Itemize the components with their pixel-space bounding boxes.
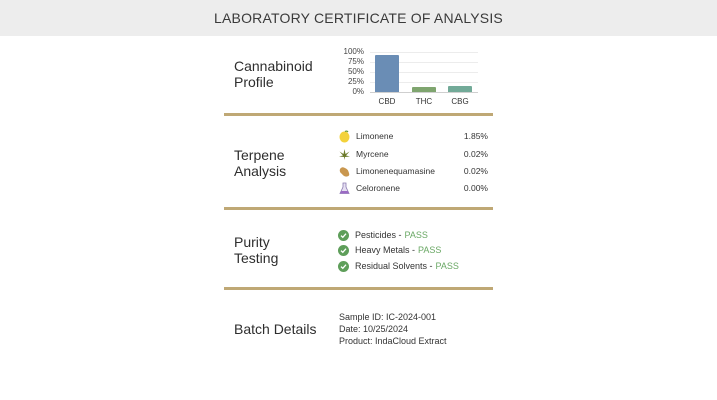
purity-row — [338, 259, 459, 273]
terpene-row — [338, 181, 488, 195]
gridline — [370, 52, 478, 53]
purity-test-name: Heavy Metals - — [355, 245, 416, 255]
bar-cbd — [375, 55, 399, 92]
batch-date: Date: 10/25/2024 — [339, 324, 409, 334]
terpene-name: Limonene — [356, 131, 394, 141]
purity-section-label — [234, 234, 278, 266]
x-tick: THC — [415, 97, 433, 106]
pass-status: PASS — [418, 245, 442, 255]
lemon-icon — [338, 130, 351, 143]
terpene-row — [338, 147, 488, 161]
terpene-value: 0.02% — [463, 166, 488, 176]
section-divider — [224, 287, 493, 290]
y-tick: 75% — [347, 57, 364, 66]
terpene-value: 1.85% — [463, 131, 488, 141]
terpene-row — [338, 129, 488, 143]
label-line: Batch Details — [234, 321, 317, 337]
ginger-root-icon — [338, 165, 351, 178]
bar-thc — [412, 87, 436, 92]
flask-icon — [338, 182, 351, 195]
page-header — [0, 0, 717, 36]
label-line: Purity — [234, 234, 270, 250]
y-tick: 50% — [347, 67, 364, 76]
pass-status: PASS — [435, 261, 459, 271]
page-title: LABORATORY CERTIFICATE OF ANALYSIS — [214, 10, 503, 26]
terpene-name: Limonenequamasine — [356, 166, 435, 176]
label-line: Analysis — [234, 163, 287, 179]
purity-test-name: Pesticides - — [355, 230, 402, 240]
purity-row — [338, 228, 428, 242]
x-tick: CBD — [378, 97, 396, 106]
purity-row — [338, 243, 441, 257]
label-line: Cannabinoid — [234, 58, 313, 74]
label-line: Profile — [234, 74, 274, 90]
section-divider — [224, 113, 493, 116]
label-line: Terpene — [234, 147, 285, 163]
batch-section-label — [234, 321, 316, 337]
x-axis — [370, 92, 478, 93]
product-name: Product: IndaCloud Extract — [339, 336, 447, 346]
y-tick: 0% — [352, 87, 364, 96]
pass-status: PASS — [404, 230, 428, 240]
purity-test-name: Residual Solvents - — [355, 261, 433, 271]
y-tick: 100% — [343, 47, 364, 56]
terpene-name: Celoronene — [356, 183, 400, 193]
terpene-section-label — [234, 147, 286, 179]
terpene-value: 0.00% — [463, 183, 488, 193]
x-tick: CBG — [451, 97, 469, 106]
cannabis-leaf-icon — [338, 148, 351, 161]
label-line: Testing — [234, 250, 279, 266]
terpene-value: 0.02% — [463, 149, 488, 159]
check-circle-icon — [338, 261, 349, 272]
check-circle-icon — [338, 245, 349, 256]
cannabinoid-section-label — [234, 58, 313, 90]
terpene-row — [338, 164, 488, 178]
cannabinoid-chart — [336, 46, 486, 108]
bar-cbg — [448, 86, 472, 92]
section-divider — [224, 207, 493, 210]
check-circle-icon — [338, 230, 349, 241]
terpene-name: Myrcene — [356, 149, 389, 159]
sample-id: Sample ID: IC-2024-001 — [339, 312, 437, 322]
y-tick: 25% — [347, 77, 364, 86]
